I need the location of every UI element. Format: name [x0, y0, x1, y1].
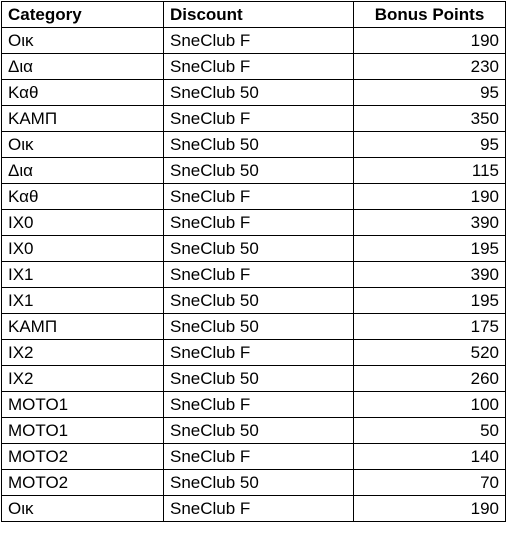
table-row: [2, 184, 506, 210]
table-row: [2, 470, 506, 496]
cell-discount: SneClub F: [164, 496, 354, 522]
table-row: [2, 158, 506, 184]
cell-bonus-points: 190: [354, 28, 506, 54]
cell-discount: SneClub 50: [164, 366, 354, 392]
header-category: Category: [2, 2, 164, 28]
table-row: [2, 340, 506, 366]
table-body: [2, 28, 506, 522]
cell-bonus-points: 95: [354, 80, 506, 106]
cell-bonus-points: 70: [354, 470, 506, 496]
cell-discount: SneClub F: [164, 262, 354, 288]
cell-category: ΙΧ1: [2, 288, 164, 314]
cell-discount: SneClub 50: [164, 418, 354, 444]
cell-category: Καθ: [2, 184, 164, 210]
cell-discount: SneClub F: [164, 184, 354, 210]
header-discount: Discount: [164, 2, 354, 28]
cell-category: ΚΑΜΠ: [2, 106, 164, 132]
cell-discount: SneClub F: [164, 340, 354, 366]
cell-bonus-points: 390: [354, 262, 506, 288]
table-row: [2, 236, 506, 262]
cell-discount: SneClub 50: [164, 80, 354, 106]
table-row: [2, 262, 506, 288]
table-row: [2, 28, 506, 54]
table-row: [2, 314, 506, 340]
cell-discount: SneClub 50: [164, 236, 354, 262]
table-row: [2, 392, 506, 418]
cell-discount: SneClub 50: [164, 288, 354, 314]
cell-bonus-points: 50: [354, 418, 506, 444]
header-bonus-points: Bonus Points: [354, 2, 506, 28]
cell-category: Καθ: [2, 80, 164, 106]
cell-category: ΜΟΤΟ2: [2, 444, 164, 470]
cell-bonus-points: 100: [354, 392, 506, 418]
table-row: [2, 80, 506, 106]
cell-discount: SneClub F: [164, 444, 354, 470]
cell-discount: SneClub F: [164, 210, 354, 236]
cell-discount: SneClub F: [164, 54, 354, 80]
cell-bonus-points: 115: [354, 158, 506, 184]
cell-category: Δια: [2, 54, 164, 80]
cell-bonus-points: 190: [354, 496, 506, 522]
cell-discount: SneClub F: [164, 106, 354, 132]
cell-category: Οικ: [2, 132, 164, 158]
table-row: [2, 106, 506, 132]
cell-category: ΙΧ2: [2, 366, 164, 392]
cell-bonus-points: 190: [354, 184, 506, 210]
cell-category: Οικ: [2, 28, 164, 54]
cell-discount: SneClub 50: [164, 132, 354, 158]
cell-bonus-points: 95: [354, 132, 506, 158]
table-row: [2, 366, 506, 392]
cell-bonus-points: 520: [354, 340, 506, 366]
cell-category: ΙΧ2: [2, 340, 164, 366]
cell-category: ΜΟΤΟ1: [2, 418, 164, 444]
cell-bonus-points: 260: [354, 366, 506, 392]
cell-category: ΜΟΤΟ2: [2, 470, 164, 496]
cell-category: ΜΟΤΟ1: [2, 392, 164, 418]
cell-category: ΙΧ1: [2, 262, 164, 288]
bonus-points-table: [1, 1, 506, 522]
header-row: [2, 2, 506, 28]
cell-bonus-points: 390: [354, 210, 506, 236]
cell-bonus-points: 195: [354, 236, 506, 262]
cell-bonus-points: 140: [354, 444, 506, 470]
cell-bonus-points: 195: [354, 288, 506, 314]
table-row: [2, 418, 506, 444]
cell-category: Οικ: [2, 496, 164, 522]
cell-discount: SneClub 50: [164, 158, 354, 184]
cell-category: ΙΧ0: [2, 210, 164, 236]
table-row: [2, 444, 506, 470]
table-row: [2, 132, 506, 158]
cell-discount: SneClub F: [164, 28, 354, 54]
cell-bonus-points: 230: [354, 54, 506, 80]
cell-category: Δια: [2, 158, 164, 184]
table-row: [2, 288, 506, 314]
cell-discount: SneClub F: [164, 392, 354, 418]
table-row: [2, 210, 506, 236]
table-row: [2, 496, 506, 522]
cell-bonus-points: 175: [354, 314, 506, 340]
cell-discount: SneClub 50: [164, 314, 354, 340]
table-row: [2, 54, 506, 80]
cell-discount: SneClub 50: [164, 470, 354, 496]
cell-bonus-points: 350: [354, 106, 506, 132]
cell-category: ΙΧ0: [2, 236, 164, 262]
cell-category: ΚΑΜΠ: [2, 314, 164, 340]
